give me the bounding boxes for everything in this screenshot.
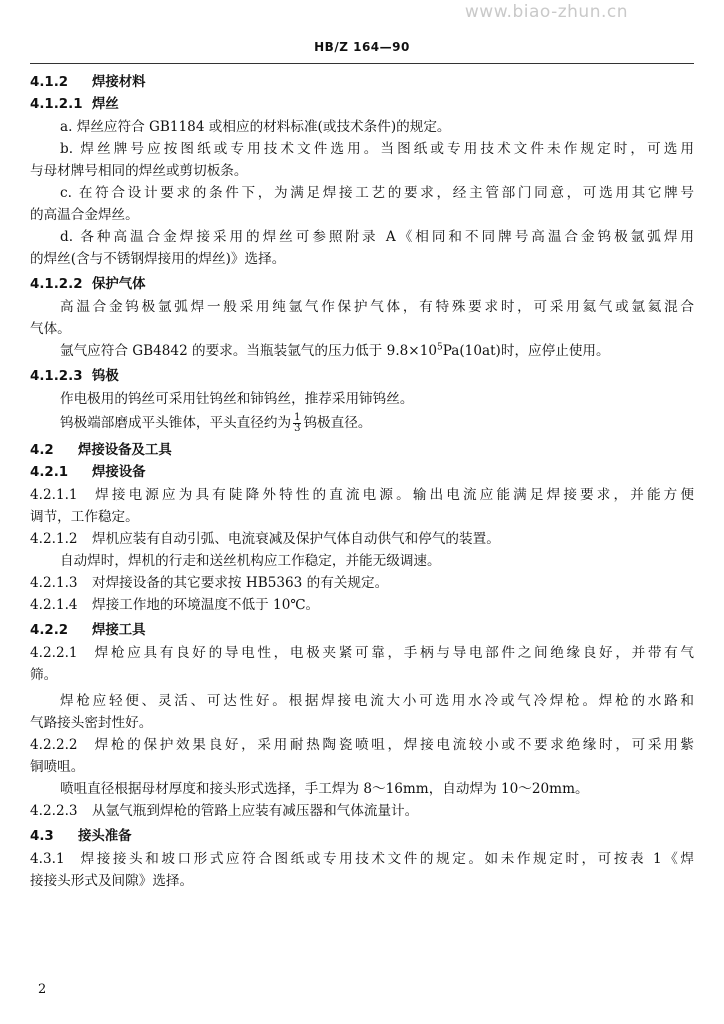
- item-c-line2: 的高温合金焊丝。: [30, 207, 139, 223]
- fraction-numerator: 1: [294, 412, 301, 423]
- para-4-2-1-1-line2: 调节，工作稳定。: [30, 509, 139, 525]
- heading-4-1-2-3: [30, 366, 694, 388]
- heading-4-1-2: [30, 72, 694, 94]
- section-number: 4.2: [30, 443, 54, 458]
- heading-4-2-2: [30, 620, 694, 642]
- heading-4-2-1: [30, 462, 694, 484]
- para-text: 焊接电源应为具有陡降外特性的直流电源。输出电流应能满足焊接要求，并能方便: [92, 487, 694, 503]
- section-title: 保护气体: [92, 277, 146, 292]
- section-title: 焊接工具: [92, 623, 146, 638]
- heading-4-1-2-1: [30, 94, 694, 116]
- section-title: 钨极: [92, 369, 119, 384]
- para-4-2-2-2-line3: 喷咀直径根据母材厚度和接头形式选择，手工焊为 8～16mm，自动焊为 10～20mm。: [60, 781, 589, 797]
- section-title: 焊接设备: [92, 465, 146, 480]
- section-number: 4.1.2.2: [30, 277, 83, 292]
- argon-paragraph: [30, 340, 694, 362]
- gas-paragraph-line2: 气体。: [30, 321, 71, 337]
- section-number: 4.1.2: [30, 75, 69, 90]
- section-number: 4.2.1.1: [30, 487, 78, 503]
- item-a: a. 焊丝应符合 GB1184 或相应的材料标准(或技术条件)的规定。: [60, 119, 451, 135]
- watermark: www.biao-zhun.cn: [464, 2, 628, 22]
- page-number: 2: [38, 982, 47, 997]
- section-number: 4.3.1: [30, 851, 65, 867]
- para-4-2-1-3: [30, 572, 694, 594]
- para-4-2-2-1-line1: [30, 642, 694, 664]
- section-title: 接头准备: [78, 829, 132, 844]
- para-4-3-1-line2: 接接头形式及间隙》选择。: [30, 873, 194, 889]
- heading-4-3: [30, 826, 694, 848]
- section-title: 焊接材料: [92, 75, 146, 90]
- para-4-2-1-2: [30, 528, 694, 550]
- para-text: 焊接接头和坡口形式应符合图纸或专用技术文件的规定。如未作规定时，可按表 1《焊: [78, 851, 694, 867]
- section-number: 4.2.1.4: [30, 597, 78, 613]
- para-text: 焊枪的保护效果良好，采用耐热陶瓷喷咀，焊接电流较小或不要求绝缘时，可采用紫: [92, 737, 694, 753]
- para-text: 对焊接设备的其它要求按 HB5363 的有关规定。: [92, 575, 389, 591]
- heading-4-1-2-2: [30, 274, 694, 296]
- para-4-2-2-1-line4: 气路接头密封性好。: [30, 715, 153, 731]
- section-number: 4.1.2.3: [30, 369, 83, 384]
- section-title: 焊接设备及工具: [78, 443, 172, 458]
- argon-text-a: 氩气应符合 GB4842 的要求。当瓶装氩气的压力低于 9.8×10: [60, 343, 437, 359]
- section-number: 4.3: [30, 829, 54, 844]
- section-number: 4.2.1.2: [30, 531, 78, 547]
- para-4-2-2-1-line2: 筛。: [30, 667, 58, 683]
- section-number: 4.2.2.3: [30, 803, 78, 819]
- item-c-line1: c. 在符合设计要求的条件下，为满足焊接工艺的要求，经主管部门同意，可选用其它牌号: [60, 185, 694, 201]
- document-body: [30, 72, 694, 892]
- para-text: 焊枪应具有良好的导电性，电极夹紧可靠，手柄与导电部件之间绝缘良好，并带有气: [92, 645, 694, 661]
- para-4-2-2-2-line1: [30, 734, 694, 756]
- tungsten-text-b: 钨极直径。: [303, 415, 372, 431]
- para-text: 从氩气瓶到焊枪的管路上应装有减压器和气体流量计。: [92, 803, 419, 819]
- para-4-2-1-4: [30, 594, 694, 616]
- header-rule: [30, 63, 694, 64]
- section-number: 4.2.1: [30, 465, 69, 480]
- para-4-3-1-line1: [30, 848, 694, 870]
- item-d-line1: d. 各种高温合金焊接采用的焊丝可参照附录 A《相同和不同牌号高温合金钨极氩弧焊用: [60, 229, 694, 245]
- item-b-line2: 与母材牌号相同的焊丝或剪切板条。: [30, 163, 248, 179]
- section-number: 4.2.2.2: [30, 737, 78, 753]
- tungsten-line2: [30, 410, 694, 436]
- para-4-2-1-2-b: 自动焊时，焊机的行走和送丝机构应工作稳定，并能无级调速。: [60, 553, 441, 569]
- tungsten-text-a: 钨极端部磨成平头锥体，平头直径约为: [60, 415, 292, 431]
- standard-code-header: HB/Z 164—90: [314, 40, 410, 54]
- argon-exponent: 5: [437, 342, 443, 353]
- fraction-one-third: [293, 413, 301, 434]
- fraction-denominator: 3: [294, 423, 301, 434]
- section-number: 4.2.2: [30, 623, 69, 638]
- para-4-2-2-3: [30, 800, 694, 822]
- section-number: 4.1.2.1: [30, 97, 83, 112]
- para-4-2-1-1-line1: [30, 484, 694, 506]
- para-4-2-2-2-line2: 铜喷咀。: [30, 759, 85, 775]
- para-text: 焊机应装有自动引弧、电流衰减及保护气体自动供气和停气的装置。: [92, 531, 500, 547]
- item-d-line2: 的焊丝(含与不锈钢焊接用的焊丝)》选择。: [30, 251, 286, 267]
- gas-paragraph-line1: 高温合金钨极氩弧焊一般采用纯氩气作保护气体，有特殊要求时，可采用氦气或氩氦混合: [60, 299, 694, 315]
- section-number: 4.2.2.1: [30, 645, 78, 661]
- argon-text-b: Pa(10at)时，应停止使用。: [442, 343, 610, 359]
- heading-4-2: [30, 440, 694, 462]
- section-title: 焊丝: [92, 97, 119, 112]
- para-text: 焊接工作地的环境温度不低于 10℃。: [92, 597, 320, 613]
- tungsten-line1: 作电极用的钨丝可采用钍钨丝和铈钨丝，推荐采用铈钨丝。: [60, 391, 414, 407]
- item-b-line1: b. 焊丝牌号应按图纸或专用技术文件选用。当图纸或专用技术文件未作规定时，可选用: [60, 141, 694, 157]
- section-number: 4.2.1.3: [30, 575, 78, 591]
- para-4-2-2-1-line3: 焊枪应轻便、灵活、可达性好。根据焊接电流大小可选用水冷或气冷焊枪。焊枪的水路和: [60, 693, 694, 709]
